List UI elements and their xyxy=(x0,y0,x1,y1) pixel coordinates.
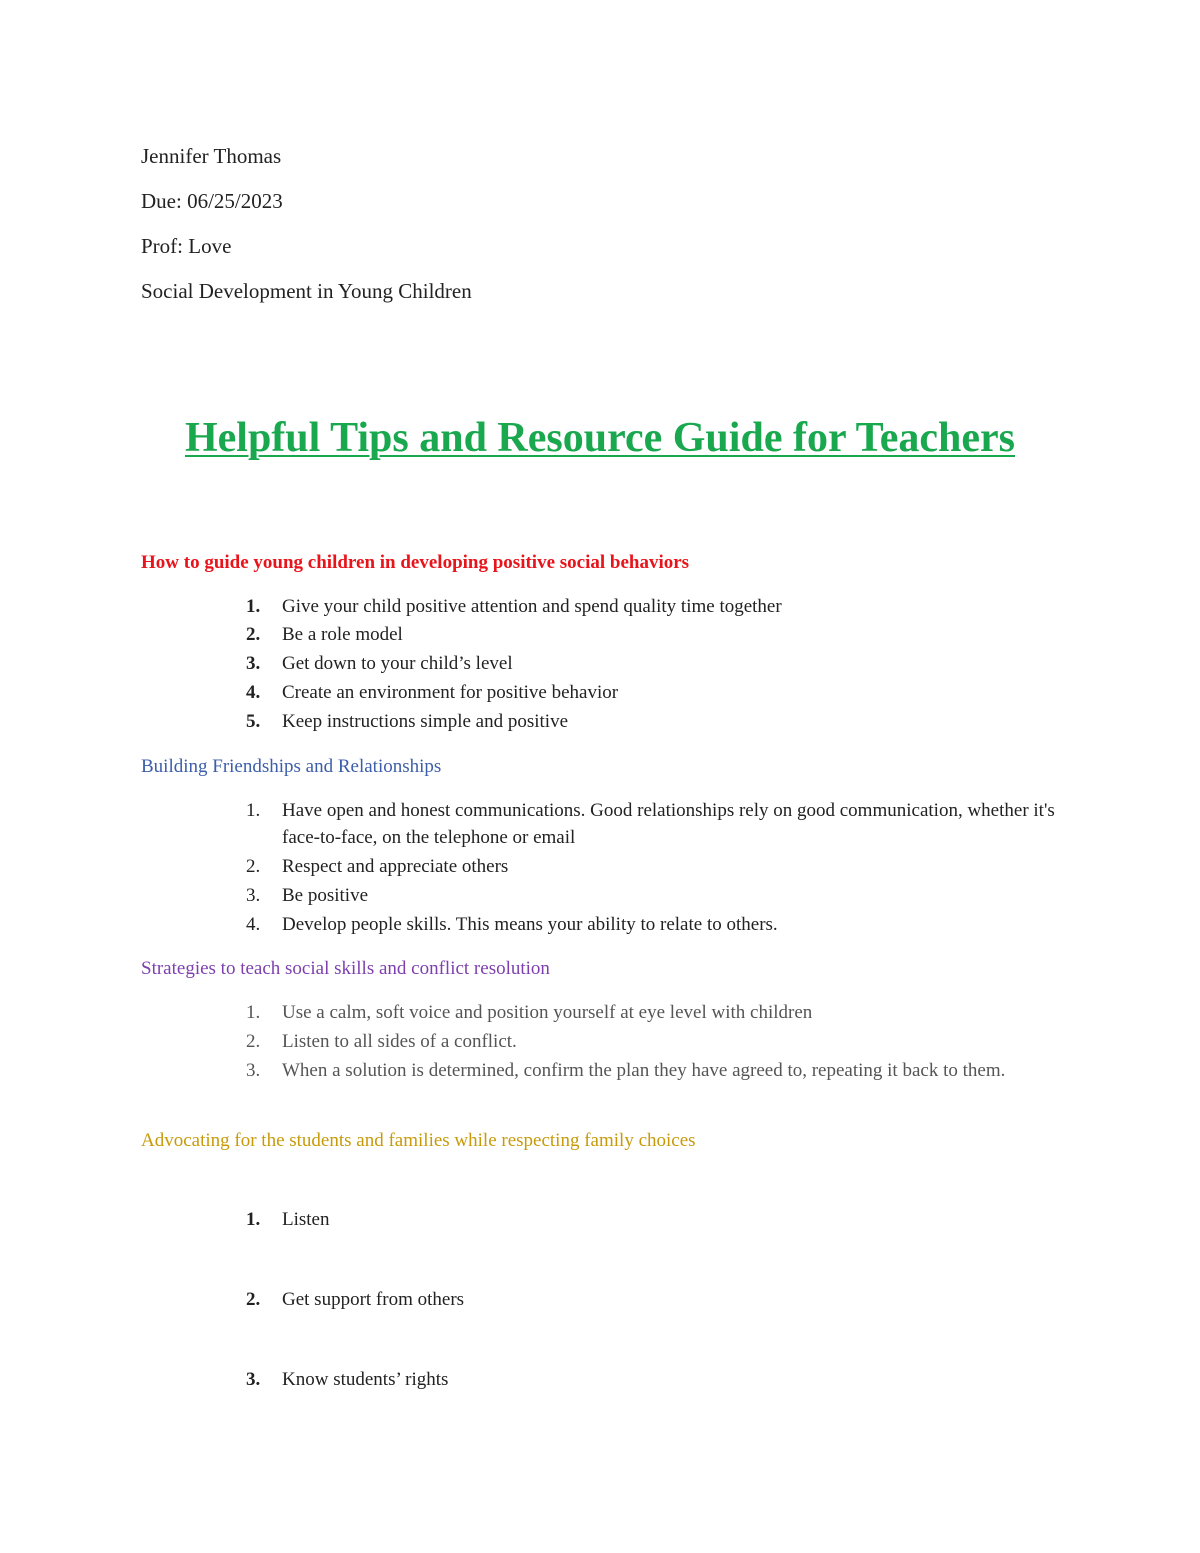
list-item xyxy=(0,679,1062,707)
list-text: Use a calm, soft voice and position yourself at eye level with children xyxy=(282,1002,813,1023)
list-text: Keep instructions simple and positive xyxy=(282,711,569,732)
list-item xyxy=(0,999,1062,1027)
list-positive-behaviors xyxy=(0,593,1062,736)
list-text: Be a role model xyxy=(282,624,403,645)
list-text: Create an environment for positive behavior xyxy=(282,682,619,703)
list-text: Listen xyxy=(282,1209,330,1230)
list-number: 1. xyxy=(246,596,261,617)
section-heading-conflict-resolution: Strategies to teach social skills and conflict resolution xyxy=(141,958,550,979)
list-item xyxy=(0,1057,1062,1085)
list-item xyxy=(0,593,1062,621)
list-item xyxy=(0,1206,1062,1234)
list-text: Be positive xyxy=(282,885,369,906)
list-item xyxy=(0,650,1062,678)
list-number: 3. xyxy=(246,1369,261,1390)
list-text: Get support from others xyxy=(282,1289,465,1310)
due-date: Due: 06/25/2023 xyxy=(141,189,283,213)
list-friendships xyxy=(0,797,1062,939)
list-number: 3. xyxy=(246,885,261,906)
professor: Prof: Love xyxy=(141,234,232,258)
list-item xyxy=(0,797,1062,851)
list-item xyxy=(0,1028,1062,1056)
list-item xyxy=(0,708,1062,736)
list-number: 1. xyxy=(246,1002,261,1023)
list-number: 2. xyxy=(246,1031,261,1052)
list-item xyxy=(0,911,1062,939)
list-text: When a solution is determined, confirm the plan they have agreed to, repeating it back to them. xyxy=(282,1060,1006,1081)
list-item xyxy=(0,853,1062,881)
list-text: Respect and appreciate others xyxy=(282,856,509,877)
list-text: Get down to your child’s level xyxy=(282,653,513,674)
list-advocating xyxy=(0,1206,1062,1394)
list-number: 2. xyxy=(246,856,261,877)
list-number: 3. xyxy=(246,653,261,674)
list-number: 3. xyxy=(246,1060,261,1081)
list-item xyxy=(0,621,1062,649)
list-conflict-resolution xyxy=(0,999,1062,1085)
list-number: 2. xyxy=(246,624,261,645)
list-number: 1. xyxy=(246,800,261,821)
document-title: Helpful Tips and Resource Guide for Teachers xyxy=(184,415,1015,461)
list-text: Develop people skills. This means your ability to relate to others. xyxy=(282,914,778,935)
list-text: Give your child positive attention and spend quality time together xyxy=(282,596,782,617)
section-heading-positive-behaviors: How to guide young children in developing positive social behaviors xyxy=(141,552,690,573)
list-number: 4. xyxy=(246,682,261,703)
list-text: Have open and honest communications. Good relationships rely on good communication, whether it's face-to-face, on the telephone or email xyxy=(282,800,1055,848)
list-number: 5. xyxy=(246,711,261,732)
list-text: Know students’ rights xyxy=(282,1369,449,1390)
course-name: Social Development in Young Children xyxy=(141,279,472,303)
list-text: Listen to all sides of a conflict. xyxy=(282,1031,517,1052)
section-heading-friendships: Building Friendships and Relationships xyxy=(141,756,442,777)
list-number: 4. xyxy=(246,914,261,935)
list-item xyxy=(0,1286,1062,1314)
list-item xyxy=(0,1366,1062,1394)
section-heading-advocating: Advocating for the students and families while respecting family choices xyxy=(141,1130,696,1151)
author-name: Jennifer Thomas xyxy=(141,144,282,168)
list-number: 1. xyxy=(246,1209,261,1230)
list-number: 2. xyxy=(246,1289,261,1310)
list-item xyxy=(0,882,1062,910)
